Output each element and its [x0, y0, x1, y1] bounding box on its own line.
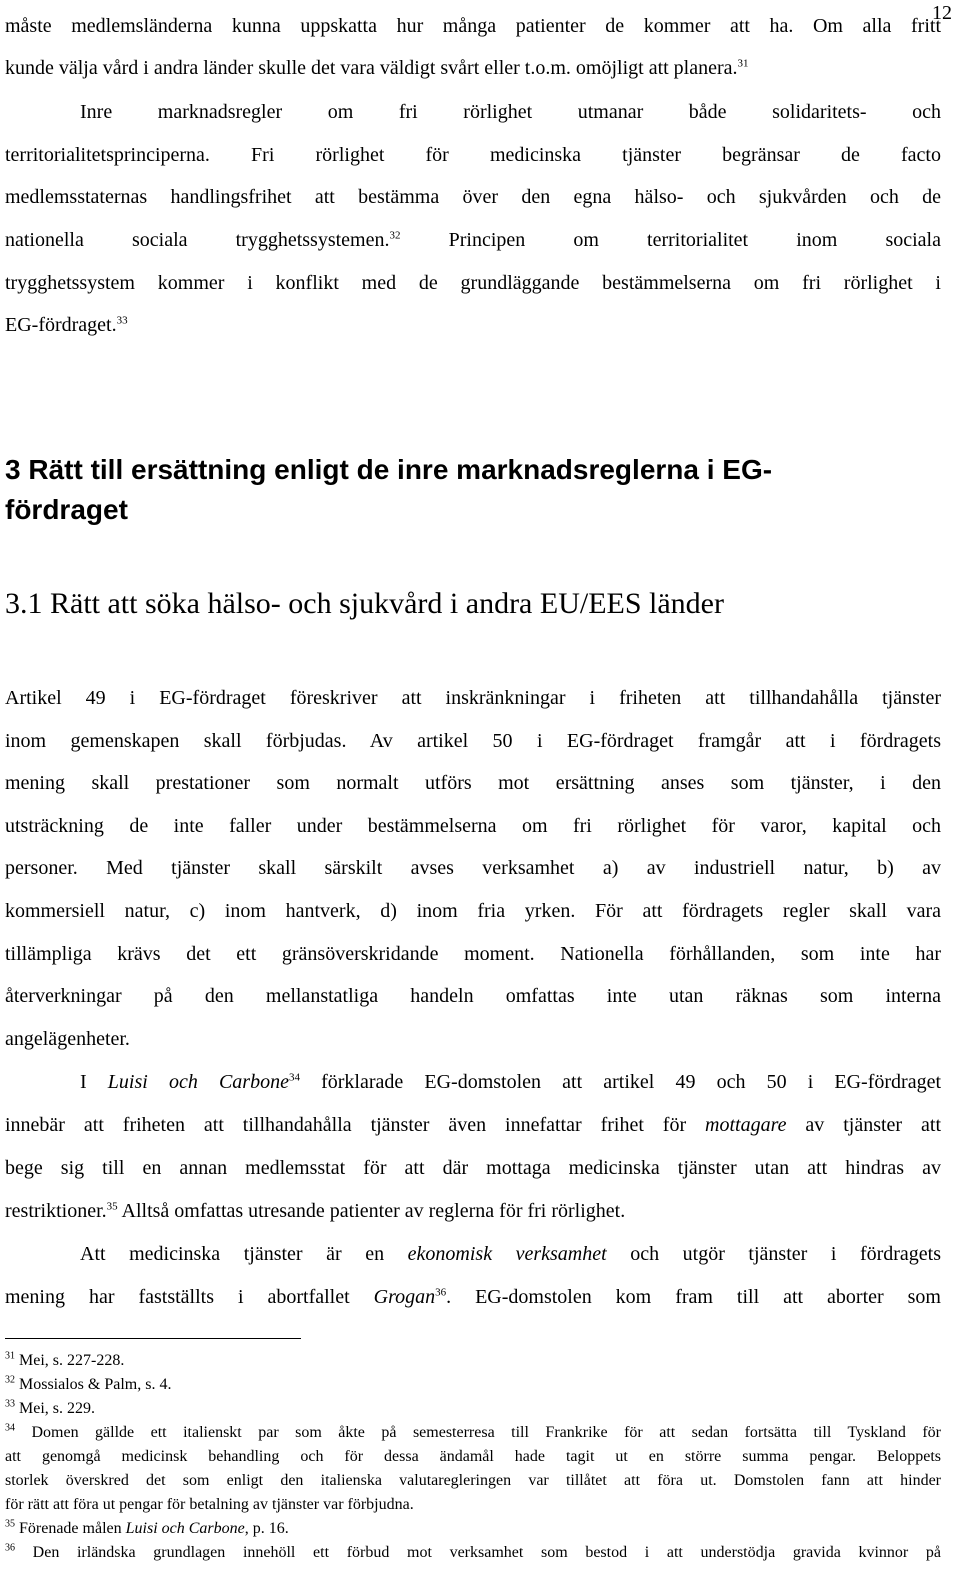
body-line: inom gemenskapen skall förbjudas. Av artikel 50 i EG-fördraget framgår att i fördragets: [5, 730, 941, 752]
body-line: Artikel 49 i EG-fördraget föreskriver att inskränkningar i friheten att tillhandahålla tjänster: [5, 687, 941, 709]
body-line: tillämpliga krävs det ett gränsöverskridande moment. Nationella förhållanden, som inte har: [5, 943, 941, 965]
body-line: måste medlemsländerna kunna uppskatta hur många patienter de kommer att ha. Om alla fritt: [5, 15, 941, 37]
case-name: Luisi och Carbone: [107, 1071, 289, 1093]
page-number: 12: [932, 2, 952, 24]
footnote-ref[interactable]: 33: [116, 314, 128, 327]
footnote-line: för rätt att föra ut pengar för betalning av tjänster var förbjudna.: [5, 1496, 414, 1513]
footnote-ref[interactable]: 35: [106, 1200, 118, 1213]
body-line: bege sig till en annan medlemsstat för att där mottaga medicinska tjänster utan att hindras av: [5, 1157, 941, 1179]
footnote-ref[interactable]: 31: [737, 57, 749, 70]
body-line: angelägenheter.: [5, 1028, 130, 1050]
body-line: återverkningar på den mellanstatliga handeln omfattas inte utan räknas som interna: [5, 985, 941, 1007]
footnote-ref[interactable]: 36: [435, 1286, 447, 1299]
footnote-separator: [5, 1338, 301, 1339]
footnote: $^{36}$ Den irländska grundlagen innehöll ett förbud mot verksamhet som bestod i att understödja gravida kvinnor på: [5, 1542, 942, 1561]
body-line: I Luisi och Carbone$^{34}$ förklarade EG-domstolen att artikel 49 och 50 i EG-fördraget: [80, 1071, 942, 1093]
footnote: $^{34}$ Domen gällde ett italienskt par som åkte på semesterresa till Frankrike för att sedan fortsätta till Tyskland för: [5, 1422, 942, 1441]
body-line: Inre marknadsregler om fri rörlighet utmanar både solidaritets- och: [80, 101, 941, 123]
section-heading: 3 Rätt till ersättning enligt de inre marknadsreglerna i EG- fördraget: [5, 454, 773, 525]
body-line: personer. Med tjänster skall särskilt avses verksamhet a) av industriell natur, b) av: [5, 857, 941, 879]
body-line: medlemsstaternas handlingsfrihet att bestämma över den egna hälso- och sjukvården och de: [5, 186, 941, 208]
body-line: nationella sociala trygghetssystemen.$^{32}$ Principen om territorialitet inom sociala: [5, 229, 941, 251]
footnote: $^{31}$ Mei, s. 227-228.: [5, 1350, 125, 1369]
body-line: innebär att friheten att tillhandahålla tjänster även innefattar frihet för mottagare av tjänster att: [5, 1114, 942, 1136]
body-line: trygghetssystem kommer i konflikt med de grundläggande bestämmelserna om fri rörlighet i: [5, 272, 941, 294]
footnote: $^{35}$ Förenade målen Luisi och Carbone, p. 16.: [5, 1518, 289, 1537]
subsection-heading: 3.1 Rätt att söka hälso- och sjukvård i andra EU/EES länder: [5, 587, 724, 620]
footnote-line: storlek överskred det som enligt den italienska valutaregleringen var tillåtet att föra ut. Domstolen fann att hinder: [5, 1472, 941, 1489]
case-name: Grogan: [373, 1286, 436, 1308]
body-line: territorialitetsprinciperna. Fri rörlighet för medicinska tjänster begränsar de facto: [5, 144, 941, 166]
footnote-line: att genomgå medicinsk behandling och för dessa ändamål hade tagit ut en större summa pengar. Beloppets: [5, 1448, 941, 1465]
body-line: EG-fördraget.$^{33}$: [5, 314, 128, 336]
body-line: mening har fastställts i abortfallet Grogan$^{36}$. EG-domstolen kom fram till att aborter som: [5, 1286, 941, 1308]
footnote: $^{33}$ Mei, s. 229.: [5, 1398, 95, 1417]
body-line: kommersiell natur, c) inom hantverk, d) inom fria yrken. För att fördragets regler skall vara: [5, 900, 941, 922]
body-line: utsträckning de inte faller under bestämmelserna om fri rörlighet för varor, kapital och: [5, 815, 941, 837]
body-line: kunde välja vård i andra länder skulle det vara väldigt svårt eller t.o.m. omöjligt att planera.$^{31}$: [5, 57, 749, 79]
body-line: mening skall prestationer som normalt utförs mot ersättning anses som tjänster, i den: [5, 772, 941, 794]
footnote: $^{32}$ Mossialos & Palm, s. 4.: [5, 1374, 172, 1393]
footnote-ref[interactable]: 32: [389, 229, 401, 242]
body-line: restriktioner.$^{35}$ Alltså omfattas utresande patienter av reglerna för fri rörlighet.: [5, 1200, 626, 1222]
body-line: Att medicinska tjänster är en ekonomisk verksamhet och utgör tjänster i fördragets: [80, 1243, 942, 1265]
footnote-ref[interactable]: 34: [288, 1071, 300, 1084]
